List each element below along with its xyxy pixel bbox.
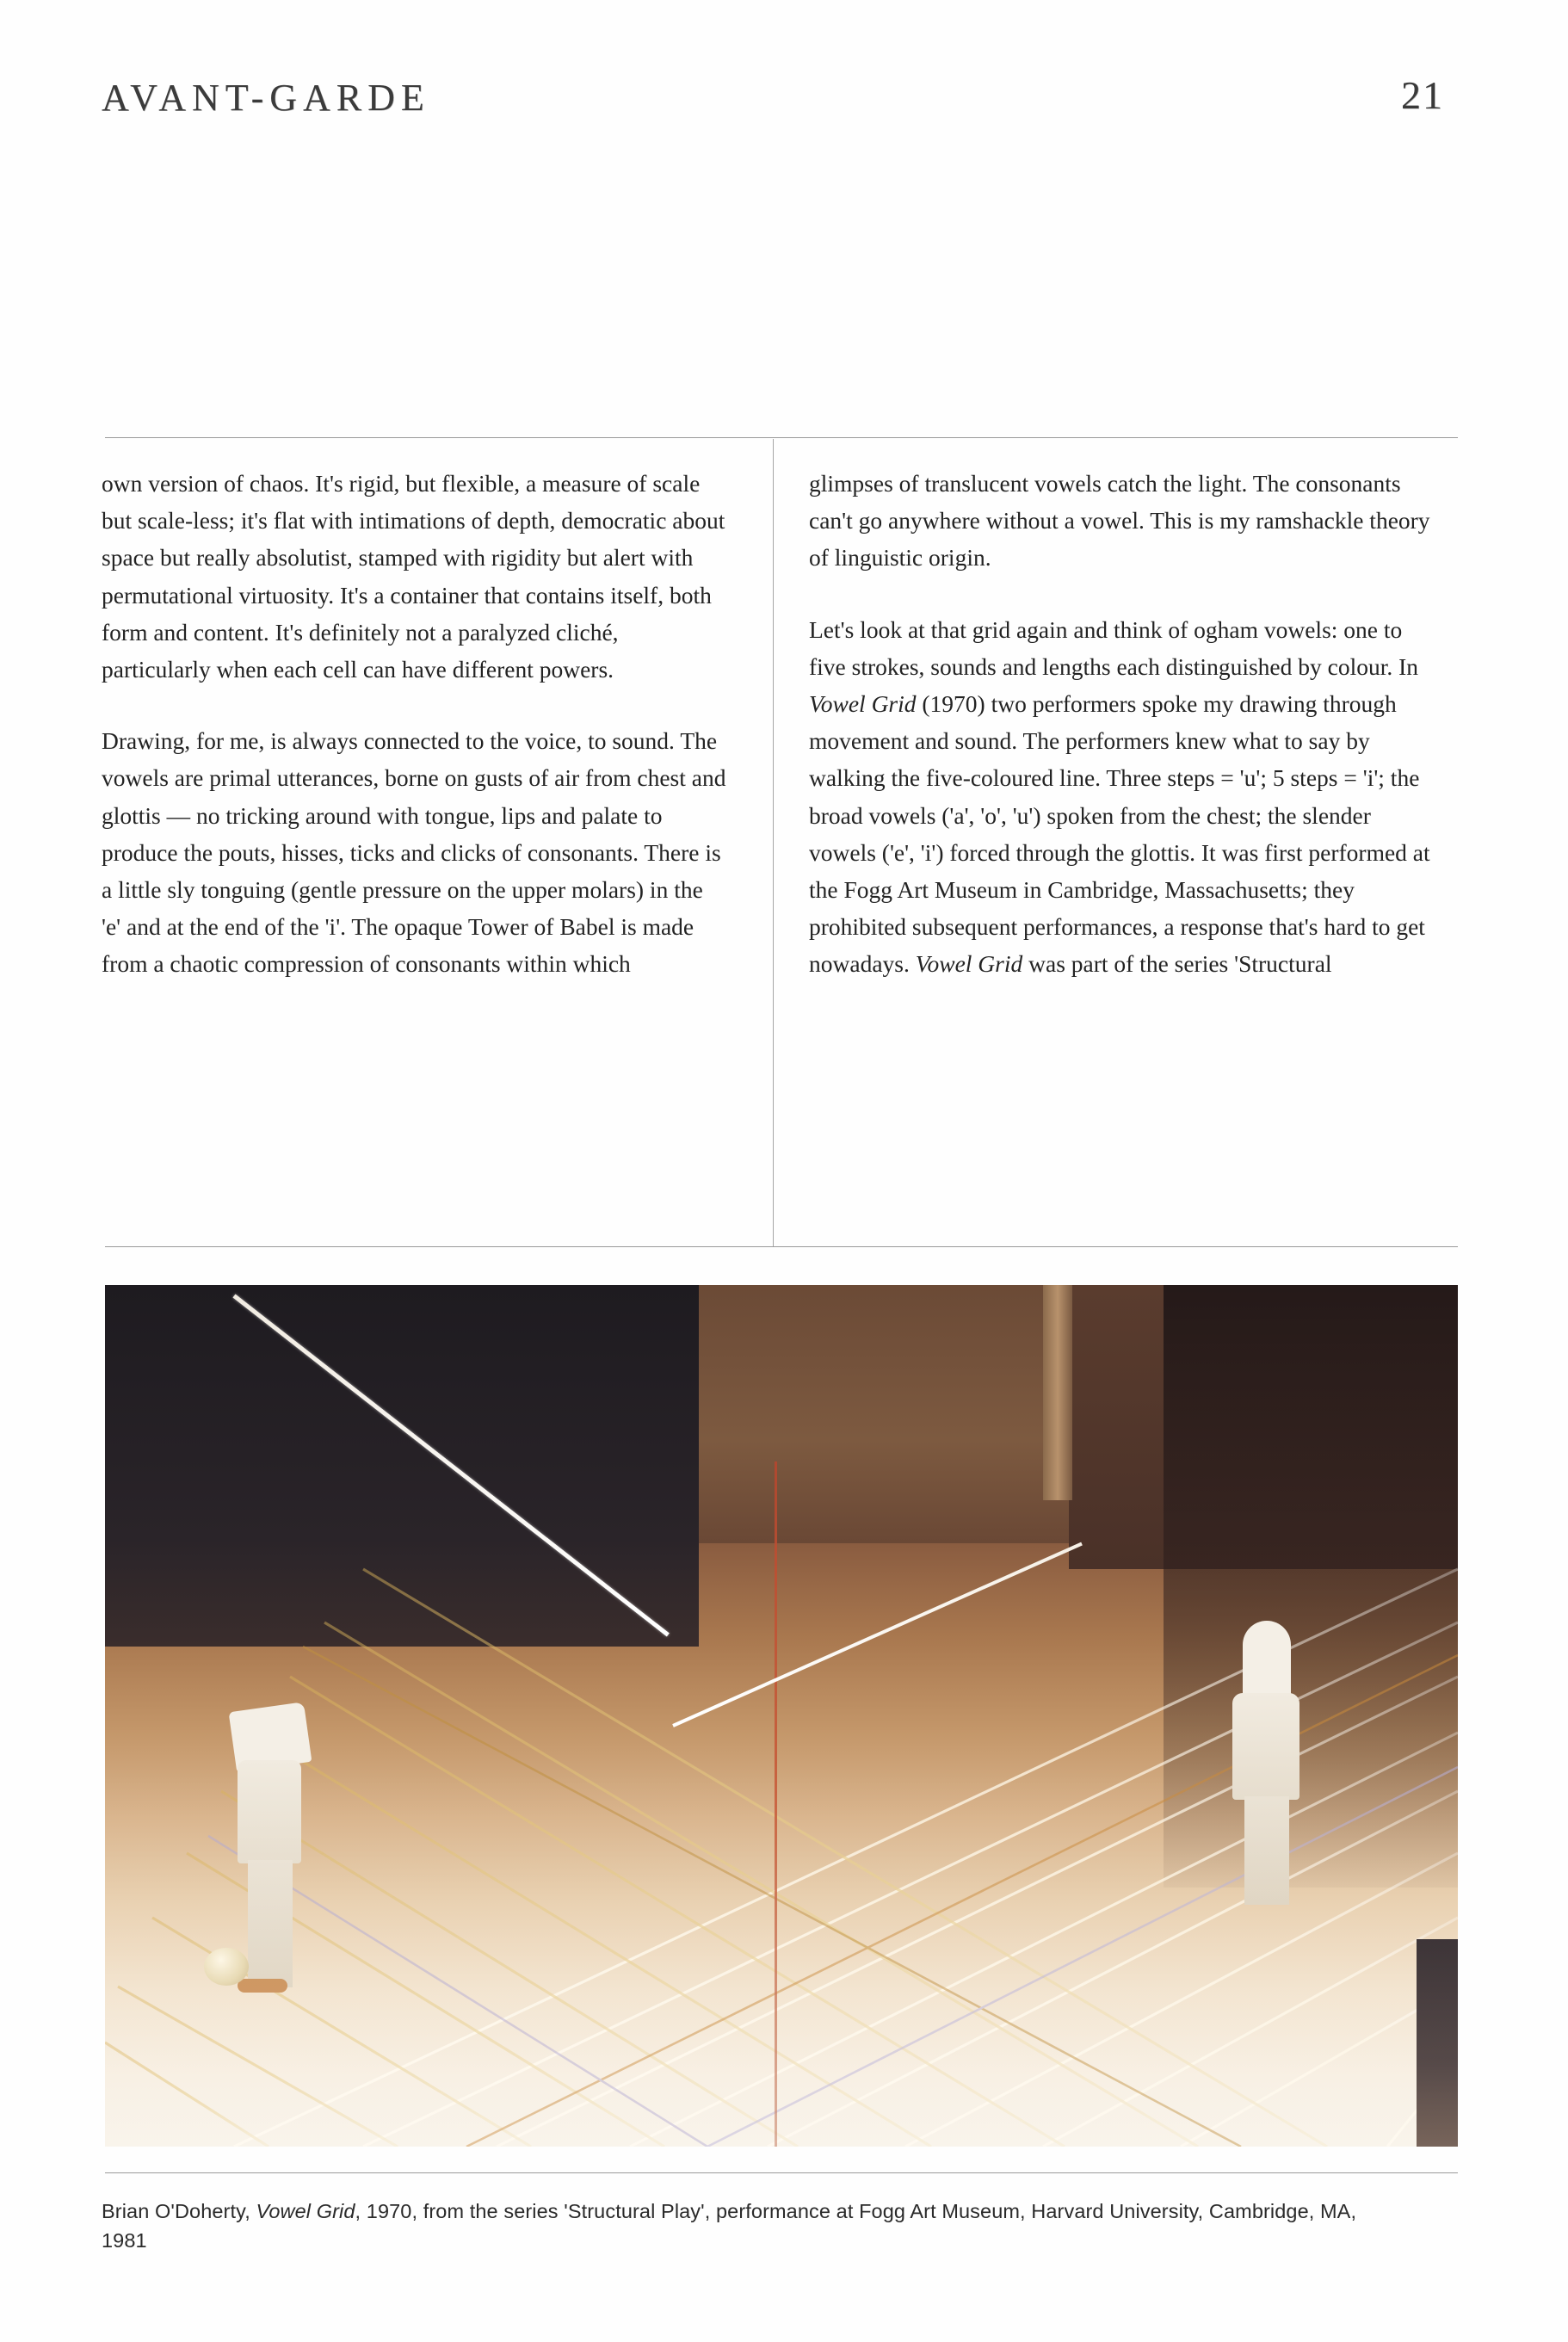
paragraph	[809, 611, 1434, 983]
caption-artist: Brian O'Doherty,	[102, 2200, 250, 2222]
text-run: (1970) two performers spoke my drawing through movement and sound. The performers knew what to say by walking the five-coloured line. Three steps = 'u'; 5 steps = 'i'; the broad vowels ('a', 'o', 'u') spoken from the chest; the slender vowels ('e', 'i') forced through the glottis. It was first performed at the Fogg Art Museum in Cambridge, Massachusetts; they prohibited subsequent performances, a response that's hard to get nowadays.	[809, 690, 1430, 978]
performer-torso	[238, 1760, 301, 1863]
rule-below-text	[105, 1246, 1458, 1247]
performer-torso	[1232, 1693, 1299, 1800]
performer-legs	[248, 1860, 293, 1987]
caption-work-title: Vowel Grid	[256, 2200, 355, 2222]
figure-at-right-edge	[1417, 1939, 1458, 2147]
performance-photograph	[105, 1285, 1458, 2147]
running-head	[102, 73, 1444, 127]
body-column-right	[809, 465, 1434, 983]
folio-number: 21	[1401, 73, 1444, 117]
caption-rest: , 1970, from the series 'Structural Play', performance at Fogg Art Museum, Harvard University,	[355, 2200, 1204, 2222]
performer-left	[225, 1707, 320, 1991]
performer-hood-icon	[1243, 1621, 1291, 1700]
red-centre-line	[775, 1461, 777, 2147]
work-title-italic: Vowel Grid	[915, 950, 1023, 978]
column-divider	[773, 439, 774, 1246]
paragraph: glimpses of translucent vowels catch the light. The consonants can't go anywhere without a vowel. This is my ramshackle theory of linguistic origin.	[809, 470, 1430, 572]
text-run: Let's look at that grid again and think of ogham vowels: one to five strokes, sounds and lengths each distinguished by colour. In	[809, 615, 1419, 680]
caption-line-2: Cambridge, MA, 1981	[102, 2200, 1357, 2252]
figure-caption	[102, 2197, 1392, 2255]
rule-above-text	[105, 437, 1458, 438]
rule-above-caption	[105, 2172, 1458, 2173]
page-title: AVANT-GARDE	[102, 77, 430, 119]
performer-right	[1224, 1621, 1310, 1905]
paragraph: own version of chaos. It's rigid, but flexible, a measure of scale but scale-less; it's flat with intimations of depth, democratic about space but really absolutist, stamped with rigidity but alert with permutational virtuosity. It's a container that contains itself, both form and content. It's definitely not a paralyzed cliché, particularly when each cell can have different powers.	[102, 470, 725, 683]
performer-shoes	[238, 1979, 287, 1993]
performer-legs	[1244, 1796, 1289, 1905]
sphere-object	[204, 1948, 249, 1986]
paragraph: Drawing, for me, is always connected to the voice, to sound. The vowels are primal utterances, borne on gusts of air from chest and glottis — no tricking around with tongue, lips and palate to produce the pouts, hisses, ticks and clicks of consonants. There is a little sly tonguing (gentle pressure on the upper molars) in the 'e' and at the end of the 'i'. The opaque Tower of Babel is made from a chaotic compression of consonants within which	[102, 727, 726, 978]
body-column-left	[102, 465, 726, 983]
work-title-italic: Vowel Grid	[809, 690, 917, 718]
text-run: was part of the series 'Structural	[1022, 950, 1332, 978]
